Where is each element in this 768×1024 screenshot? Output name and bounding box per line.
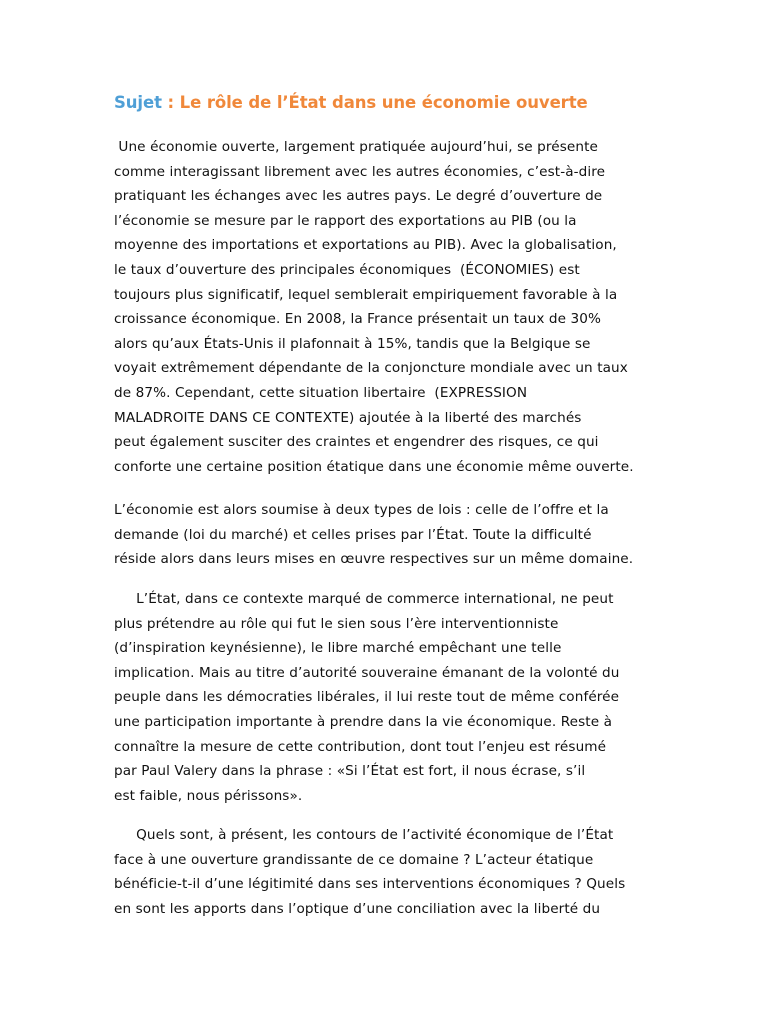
paragraph-intro <box>114 135 694 479</box>
paragraph-line: alors qu’aux États-Unis il plafonnait à 15%, tandis que la Belgique se <box>114 335 591 352</box>
paragraph-state-role <box>114 587 694 808</box>
paragraph-line: L’économie est alors soumise à deux types de lois : celle de l’offre et la <box>114 502 609 518</box>
title-text: Le rôle de l’État dans une économie ouverte <box>179 93 588 112</box>
paragraph-line: plus prétendre au rôle qui fut le sien sous l’ère interventionniste <box>114 615 559 632</box>
paragraph-line: en sont les apports dans l’optique d’une conciliation avec la liberté du <box>114 900 601 917</box>
paragraph-line: Une économie ouverte, largement pratiquée aujourd’hui, se présente <box>114 139 599 155</box>
paragraph-line: implication. Mais au titre d’autorité souveraine émanant de la volonté du <box>114 664 620 681</box>
document-title <box>114 93 588 112</box>
paragraph-line: le taux d’ouverture des principales économiques (ÉCONOMIES) est <box>114 261 580 278</box>
paragraph-line: l’économie se mesure par le rapport des exportations au PIB (ou la <box>114 212 577 229</box>
paragraph-line: par Paul Valery dans la phrase : «Si l’État est fort, il nous écrase, s’il <box>114 763 586 780</box>
paragraph-line: croissance économique. En 2008, la France présentait un taux de 30% <box>114 311 602 328</box>
paragraph-line: bénéficie-t-il d’une légitimité dans ses interventions économiques ? Quels <box>114 876 626 893</box>
paragraph-line: réside alors dans leurs mises en œuvre respectives sur un même domaine. <box>114 551 634 568</box>
paragraph-line: demande (loi du marché) et celles prises par l’État. Toute la difficulté <box>114 526 592 543</box>
paragraph-line: peuple dans les démocraties libérales, il lui reste tout de même conférée <box>114 689 620 706</box>
paragraph-line: de 87%. Cependant, cette situation libertaire (EXPRESSION <box>114 384 528 401</box>
title-label: Sujet <box>114 93 162 112</box>
paragraph-line: L’État, dans ce contexte marqué de commerce international, ne peut <box>114 591 614 607</box>
paragraph-laws <box>114 498 694 572</box>
paragraph-line: est faible, nous périssons». <box>114 787 303 804</box>
paragraph-line: une participation importante à prendre dans la vie économique. Reste à <box>114 713 613 730</box>
paragraph-line: face à une ouverture grandissante de ce domaine ? L’acteur étatique <box>114 851 594 868</box>
paragraph-line: toujours plus significatif, lequel semblerait empiriquement favorable à la <box>114 286 618 303</box>
paragraph-line: moyenne des importations et exportations au PIB). Avec la globalisation, <box>114 237 617 254</box>
paragraph-line: Quels sont, à présent, les contours de l’activité économique de l’État <box>114 827 614 843</box>
paragraph-line: connaître la mesure de cette contribution, dont tout l’enjeu est résumé <box>114 738 607 755</box>
paragraph-line: comme interagissant librement avec les autres économies, c’est-à-dire <box>114 163 606 180</box>
paragraph-line: voyait extrêmement dépendante de la conjoncture mondiale avec un taux <box>114 360 628 377</box>
title-separator: : <box>161 93 180 112</box>
paragraph-line: pratiquant les échanges avec les autres pays. Le degré d’ouverture de <box>114 188 603 205</box>
paragraph-line: MALADROITE DANS CE CONTEXTE) ajoutée à la liberté des marchés <box>114 409 582 426</box>
paragraph-line: peut également susciter des craintes et engendrer des risques, ce qui <box>114 434 599 451</box>
paragraph-questions <box>114 823 694 921</box>
paragraph-line: (d’inspiration keynésienne), le libre marché empêchant une telle <box>114 640 562 657</box>
paragraph-line: conforte une certaine position étatique dans une économie même ouverte. <box>114 458 634 475</box>
